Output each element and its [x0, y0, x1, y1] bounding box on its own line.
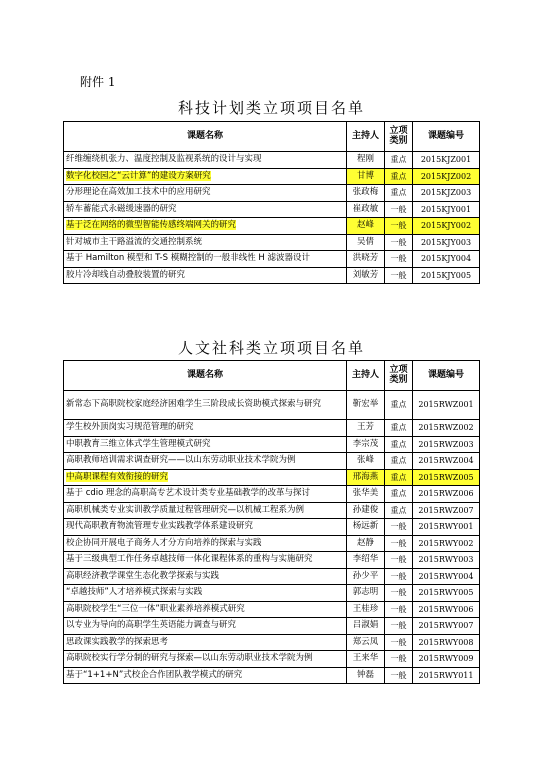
topic-cell: 现代高职教育物流管理专业实践教学体系建设研究	[64, 519, 347, 536]
tech-projects-table	[63, 121, 480, 284]
table-row	[64, 234, 480, 251]
topic-cell: 基于三级典型工作任务卓越技师一体化课程体系的重构与实施研究	[64, 552, 347, 569]
table-row	[64, 218, 480, 235]
topic-cell: 思政课实践教学的探索思考	[64, 634, 347, 651]
host-cell: 王芳	[347, 420, 385, 437]
category-cell: 一般	[385, 267, 413, 284]
topic-cell	[64, 469, 347, 486]
category-cell: 一般	[385, 568, 413, 585]
table-row	[64, 453, 480, 470]
category-cell: 一般	[385, 552, 413, 569]
code-cell: 2015KJZ001	[413, 152, 480, 169]
table-row	[64, 601, 480, 618]
table-row	[64, 568, 480, 585]
category-cell: 重点	[385, 469, 413, 486]
category-cell: 一般	[385, 535, 413, 552]
topic-cell: 新常态下高职院校家庭经济困难学生三阶段成长资助模式探索与研究	[64, 391, 347, 420]
category-cell: 一般	[385, 519, 413, 536]
table-row	[64, 152, 480, 169]
topic-cell: 高职院校实行学分制的研究与探索—以山东劳动职业技术学院为例	[64, 651, 347, 668]
host-cell: 邢海燕	[347, 469, 385, 486]
header-category: 立项类别	[385, 122, 413, 152]
humanities-projects-title: 人文社科类立项项目名单	[177, 339, 365, 357]
code-cell: 2015KJY002	[413, 218, 480, 235]
category-cell: 重点	[385, 453, 413, 470]
humanities-projects-table	[63, 360, 480, 684]
header-code: 课题编号	[413, 361, 480, 391]
category-cell: 一般	[385, 634, 413, 651]
header-host: 主持人	[347, 361, 385, 391]
tech-projects-title: 科技计划类立项项目名单	[177, 99, 365, 117]
host-cell: 程刚	[347, 152, 385, 169]
header-host: 主持人	[347, 122, 385, 152]
table-row	[64, 267, 480, 284]
table-row	[64, 502, 480, 519]
category-cell: 一般	[385, 618, 413, 635]
host-cell: 李宗茂	[347, 436, 385, 453]
topic-cell: 以专业为导向的高职学生英语能力调查与研究	[64, 618, 347, 635]
category-cell: 重点	[385, 486, 413, 503]
topic-cell: 中职教育三维立体式学生管理模式研究	[64, 436, 347, 453]
code-cell: 2015KJY005	[413, 267, 480, 284]
code-cell: 2015KJZ002	[413, 168, 480, 185]
highlighted-topic: 数字化校园之“云计算”的建设方案研究	[66, 170, 211, 181]
category-cell: 重点	[385, 420, 413, 437]
topic-cell: 基于“1+1+N”式校企合作团队教学模式的研究	[64, 667, 347, 684]
code-cell: 2015RWY009	[413, 651, 480, 668]
topic-cell	[64, 168, 347, 185]
code-cell: 2015RWZ005	[413, 469, 480, 486]
category-cell: 重点	[385, 185, 413, 202]
host-cell: 张峰	[347, 453, 385, 470]
highlighted-topic: 基于泛在网络的微型智能传感终端网关的研究	[66, 220, 237, 230]
host-cell: 崔政敏	[347, 201, 385, 218]
code-cell: 2015RWY007	[413, 618, 480, 635]
topic-cell: 胶片冷却线自动叠胶装置的研究	[64, 267, 347, 284]
highlighted-topic: 中高职课程有效衔接的研究	[66, 471, 169, 482]
topic-cell: 纤维缠绕机张力、温度控制及监视系统的设计与实现	[64, 152, 347, 169]
host-cell: 赵峰	[347, 218, 385, 235]
code-cell: 2015RWY008	[413, 634, 480, 651]
host-cell: 孙少平	[347, 568, 385, 585]
code-cell: 2015RWZ003	[413, 436, 480, 453]
code-cell: 2015KJY001	[413, 201, 480, 218]
category-cell: 一般	[385, 218, 413, 235]
topic-cell: 轿车蓄能式永磁缓速器的研究	[64, 201, 347, 218]
table-row	[64, 535, 480, 552]
category-cell: 重点	[385, 152, 413, 169]
code-cell: 2015RWZ001	[413, 391, 480, 420]
category-cell: 一般	[385, 234, 413, 251]
host-cell: 张华美	[347, 486, 385, 503]
category-cell: 重点	[385, 436, 413, 453]
code-cell: 2015RWZ006	[413, 486, 480, 503]
host-cell: 刘敏芳	[347, 267, 385, 284]
code-cell: 2015RWY003	[413, 552, 480, 569]
header-category: 立项类别	[385, 361, 413, 391]
host-cell: 钟磊	[347, 667, 385, 684]
host-cell: 靳宏举	[347, 391, 385, 420]
host-cell: 杨远新	[347, 519, 385, 536]
host-cell: 吕淑娟	[347, 618, 385, 635]
category-cell: 重点	[385, 502, 413, 519]
category-cell: 重点	[385, 168, 413, 185]
category-cell: 一般	[385, 667, 413, 684]
table-header-row	[64, 122, 480, 152]
table-row	[64, 618, 480, 635]
topic-cell	[64, 218, 347, 235]
header-code: 课题编号	[413, 122, 480, 152]
table-row	[64, 251, 480, 268]
host-cell: 洪晓芳	[347, 251, 385, 268]
table-row	[64, 486, 480, 503]
table-row	[64, 420, 480, 437]
topic-cell: 高职经济教学课堂生态化教学探索与实践	[64, 568, 347, 585]
host-cell: 郑云凤	[347, 634, 385, 651]
topic-cell: “卓越技师”人才培养模式探索与实践	[64, 585, 347, 602]
host-cell: 王桂珍	[347, 601, 385, 618]
category-cell: 一般	[385, 201, 413, 218]
table-row	[64, 552, 480, 569]
topic-cell: 基于 Hamilton 模型和 T-S 模糊控制的一般非线性 H 滤波器设计	[64, 251, 347, 268]
table-row	[64, 519, 480, 536]
code-cell: 2015RWZ004	[413, 453, 480, 470]
topic-cell: 针对城市主干路溢流的交通控制系统	[64, 234, 347, 251]
header-topic: 课题名称	[64, 122, 347, 152]
code-cell: 2015KJY003	[413, 234, 480, 251]
host-cell: 王来华	[347, 651, 385, 668]
header-topic: 课题名称	[64, 361, 347, 391]
host-cell: 甘博	[347, 168, 385, 185]
host-cell: 张政梅	[347, 185, 385, 202]
category-cell: 重点	[385, 391, 413, 420]
topic-cell: 学生校外顶岗实习规范管理的研究	[64, 420, 347, 437]
topic-cell: 高职机械类专业实训教学质量过程管理研究—以机械工程系为例	[64, 502, 347, 519]
code-cell: 2015RWY002	[413, 535, 480, 552]
table-row	[64, 651, 480, 668]
table-row	[64, 185, 480, 202]
table-row	[64, 634, 480, 651]
topic-cell: 高职教师培训需求调查研究——以山东劳动职业技术学院为例	[64, 453, 347, 470]
table-row	[64, 436, 480, 453]
topic-cell: 基于 cdio 理念的高职高专艺术设计类专业基础教学的改革与探讨	[64, 486, 347, 503]
host-cell: 李绍华	[347, 552, 385, 569]
code-cell: 2015RWY005	[413, 585, 480, 602]
code-cell: 2015RWY011	[413, 667, 480, 684]
topic-cell: 校企协同开展电子商务人才分方向培养的探索与实践	[64, 535, 347, 552]
table-row	[64, 667, 480, 684]
code-cell: 2015RWY004	[413, 568, 480, 585]
code-cell: 2015RWZ002	[413, 420, 480, 437]
table-row	[64, 391, 480, 420]
topic-cell: 高职院校学生“三位一体”职业素养培养模式研究	[64, 601, 347, 618]
code-cell: 2015RWY001	[413, 519, 480, 536]
host-cell: 孙建俊	[347, 502, 385, 519]
table-row	[64, 201, 480, 218]
code-cell: 2015RWY006	[413, 601, 480, 618]
category-cell: 一般	[385, 601, 413, 618]
table-row	[64, 585, 480, 602]
host-cell: 吴倩	[347, 234, 385, 251]
table-row	[64, 168, 480, 185]
attachment-label: 附件 1	[80, 75, 116, 89]
table-row	[64, 469, 480, 486]
category-cell: 一般	[385, 585, 413, 602]
code-cell: 2015RWZ007	[413, 502, 480, 519]
host-cell: 郭志明	[347, 585, 385, 602]
code-cell: 2015KJZ003	[413, 185, 480, 202]
topic-cell: 分形理论在高效加工技术中的应用研究	[64, 185, 347, 202]
code-cell: 2015KJY004	[413, 251, 480, 268]
category-cell: 一般	[385, 251, 413, 268]
table-header-row	[64, 361, 480, 391]
category-cell: 一般	[385, 651, 413, 668]
host-cell: 赵静	[347, 535, 385, 552]
